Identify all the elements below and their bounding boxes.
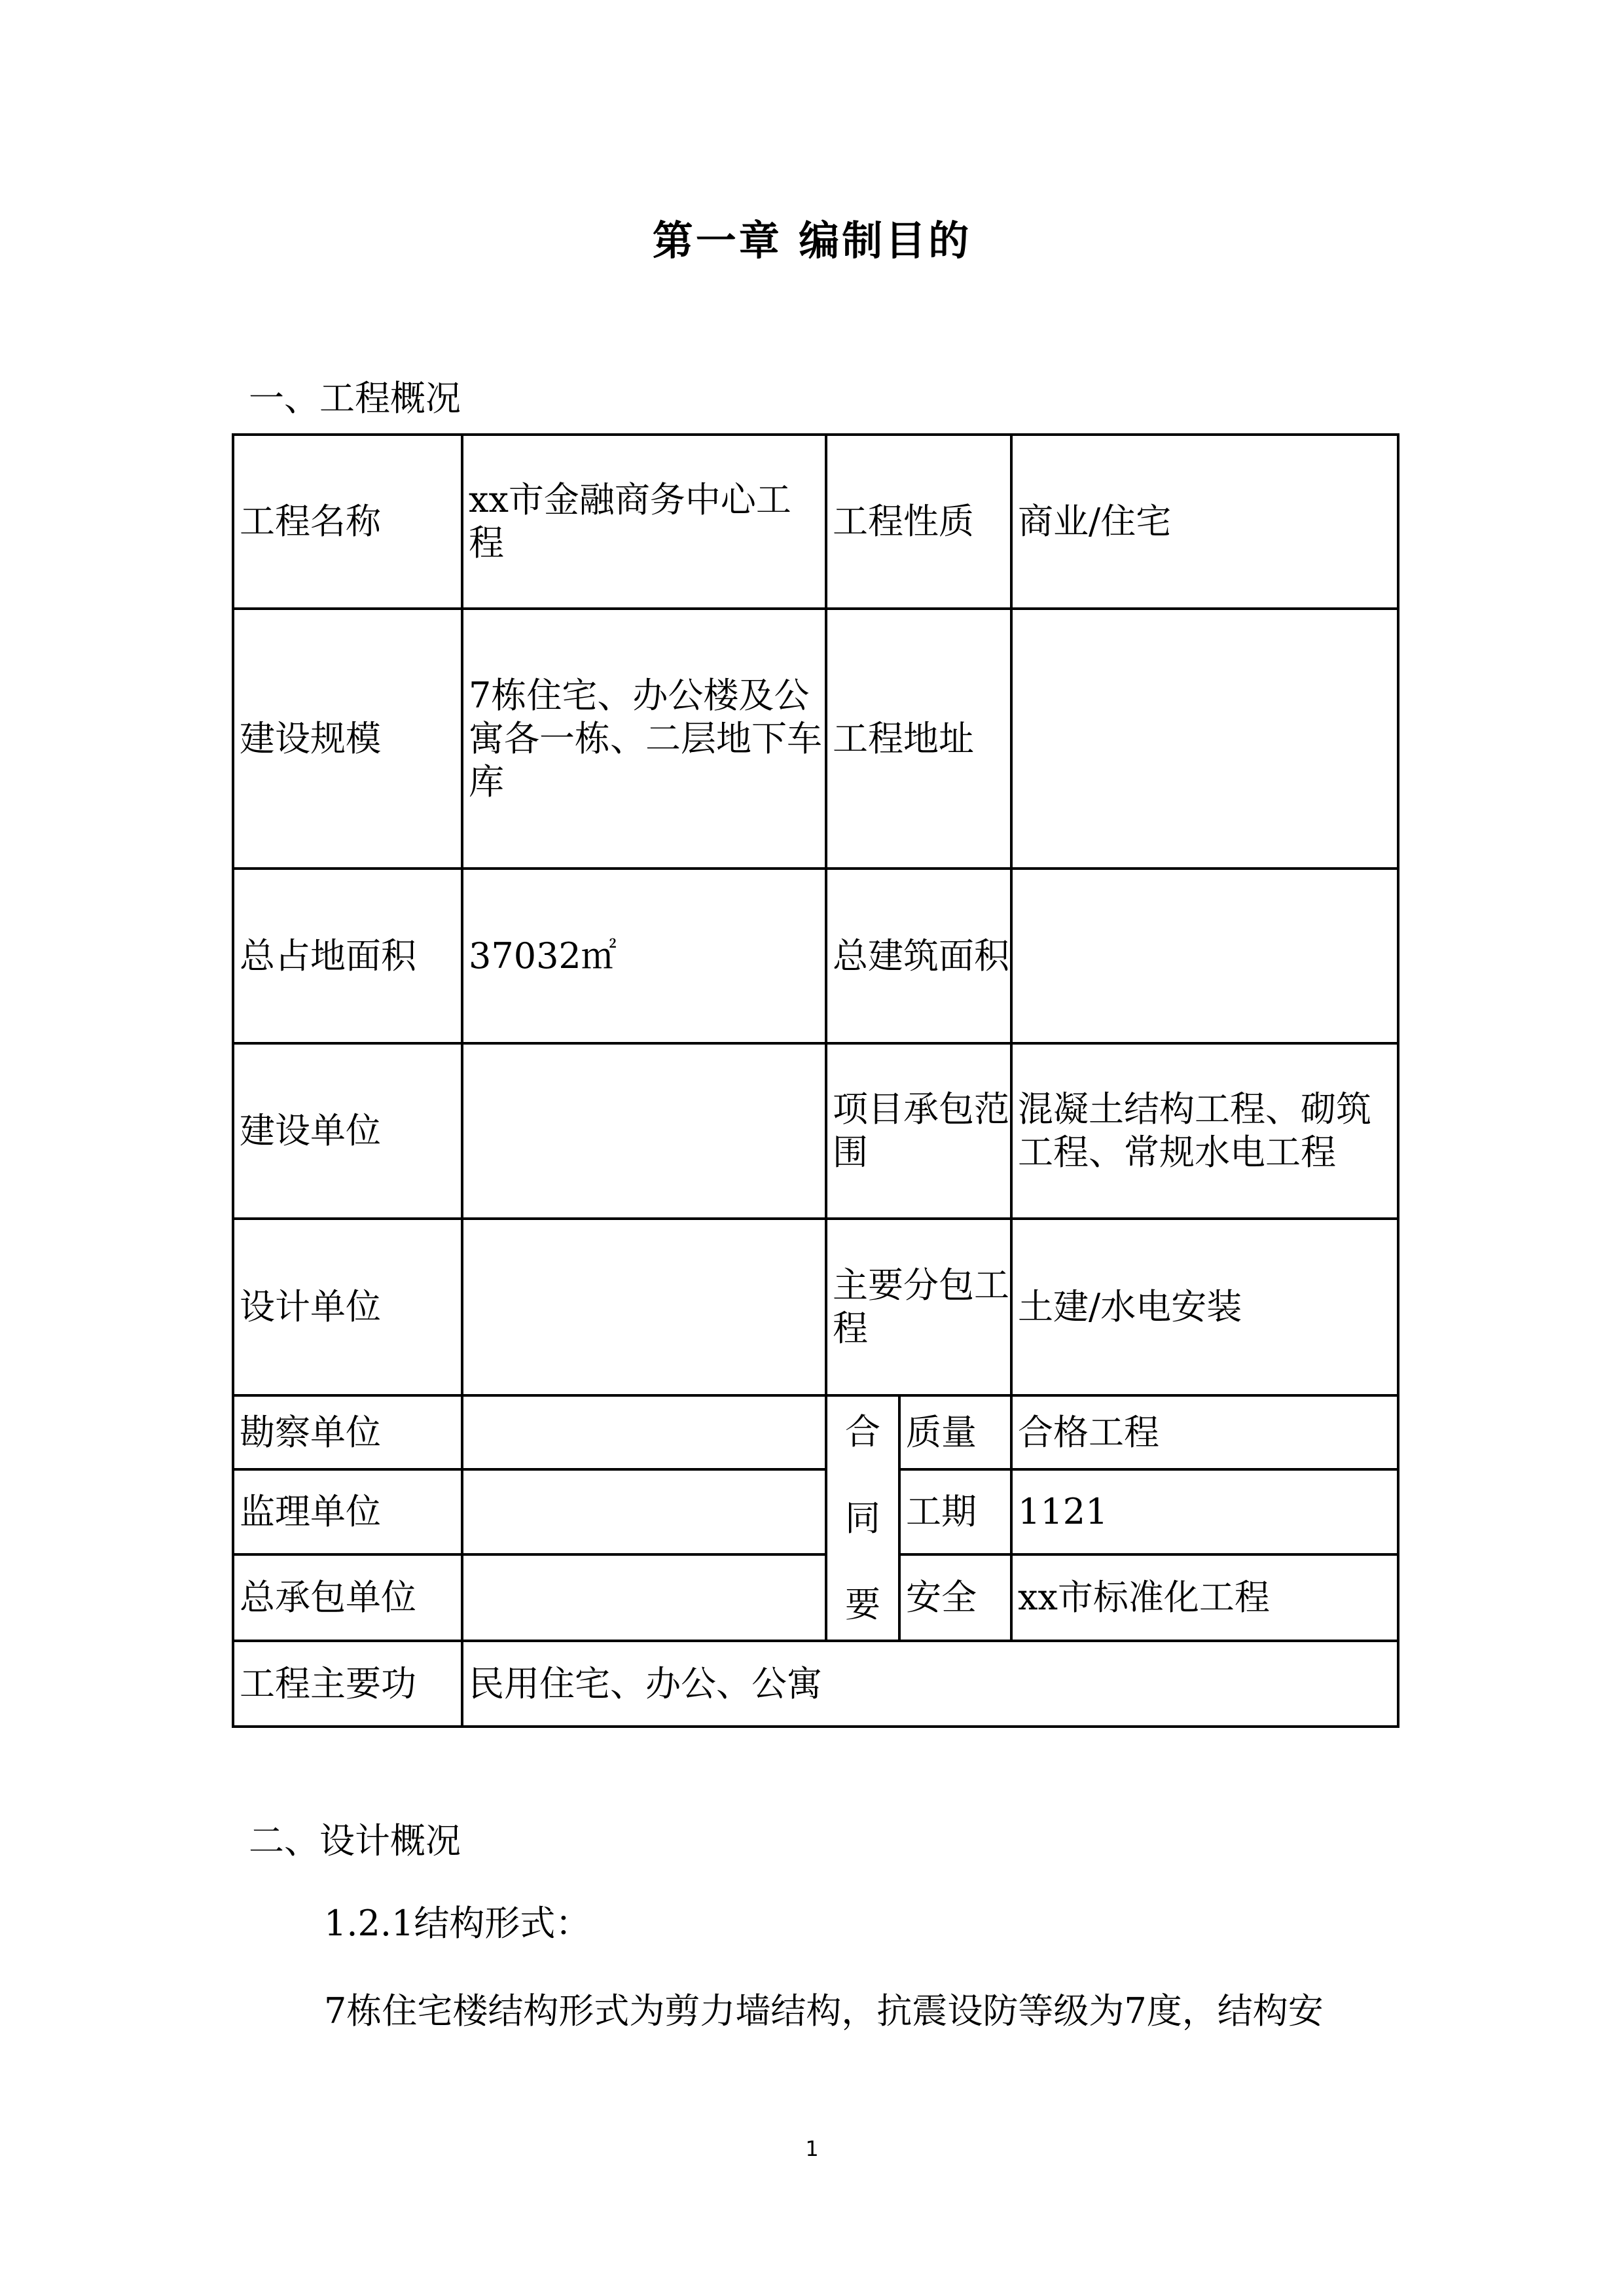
label-design-unit: 设计单位 [240, 1286, 381, 1327]
section-heading-design-overview: 二、设计概况 [249, 1820, 461, 1861]
label-contract-scope: 项目承包范围 [833, 1088, 1009, 1173]
value-total-land-area: 37032㎡ [469, 935, 617, 977]
value-supervision-unit [463, 1471, 825, 1553]
label-project-name: 工程名称 [240, 501, 381, 542]
value-project-name: xx市金融商务中心工程 [469, 479, 791, 564]
label-survey-unit: 勘察单位 [240, 1411, 381, 1453]
label-safety: 安全 [906, 1577, 977, 1618]
label-contract-requirements: 合同要 [845, 1410, 880, 1625]
value-general-contractor [463, 1556, 825, 1640]
label-total-building-area: 总建筑面积 [833, 935, 1009, 977]
value-survey-unit [463, 1397, 825, 1468]
body-paragraph: 7栋住宅楼结构形式为剪力墙结构，抗震设防等级为7度，结构安 [324, 1990, 1324, 2032]
page-number: 1 [805, 2136, 819, 2161]
label-general-contractor: 总承包单位 [240, 1577, 416, 1618]
value-duration: 1121 [1018, 1491, 1108, 1532]
value-quality: 合格工程 [1018, 1411, 1159, 1453]
label-main-function: 工程主要功 [240, 1662, 416, 1704]
value-contract-scope: 混凝土结构工程、砌筑工程、常规水电工程 [1018, 1088, 1371, 1173]
value-project-address [1013, 610, 1397, 867]
value-main-subcontract: 土建/水电安装 [1018, 1286, 1242, 1327]
label-construction-unit: 建设单位 [240, 1110, 381, 1151]
label-quality: 质量 [906, 1411, 977, 1453]
value-construction-scale: 7栋住宅、办公楼及公寓各一栋、二层地下车库 [469, 674, 822, 802]
label-supervision-unit: 监理单位 [240, 1491, 381, 1532]
label-total-land-area: 总占地面积 [240, 935, 416, 977]
label-duration: 工期 [906, 1491, 977, 1532]
subsection-heading-structure: 1.2.1结构形式： [324, 1903, 591, 1944]
chapter-title: 第一章 编制目的 [652, 217, 972, 264]
section-heading-project-overview: 一、工程概况 [249, 378, 461, 419]
value-construction-unit [463, 1045, 825, 1217]
value-safety: xx市标准化工程 [1018, 1577, 1270, 1618]
value-total-building-area [1013, 870, 1397, 1042]
label-main-subcontract: 主要分包工程 [833, 1265, 1009, 1349]
value-design-unit [463, 1220, 825, 1394]
value-project-nature: 商业/住宅 [1018, 501, 1172, 542]
label-project-nature: 工程性质 [833, 501, 974, 542]
value-main-function: 民用住宅、办公、公寓 [469, 1662, 822, 1704]
label-construction-scale: 建设规模 [240, 717, 381, 759]
label-project-address: 工程地址 [833, 717, 974, 759]
